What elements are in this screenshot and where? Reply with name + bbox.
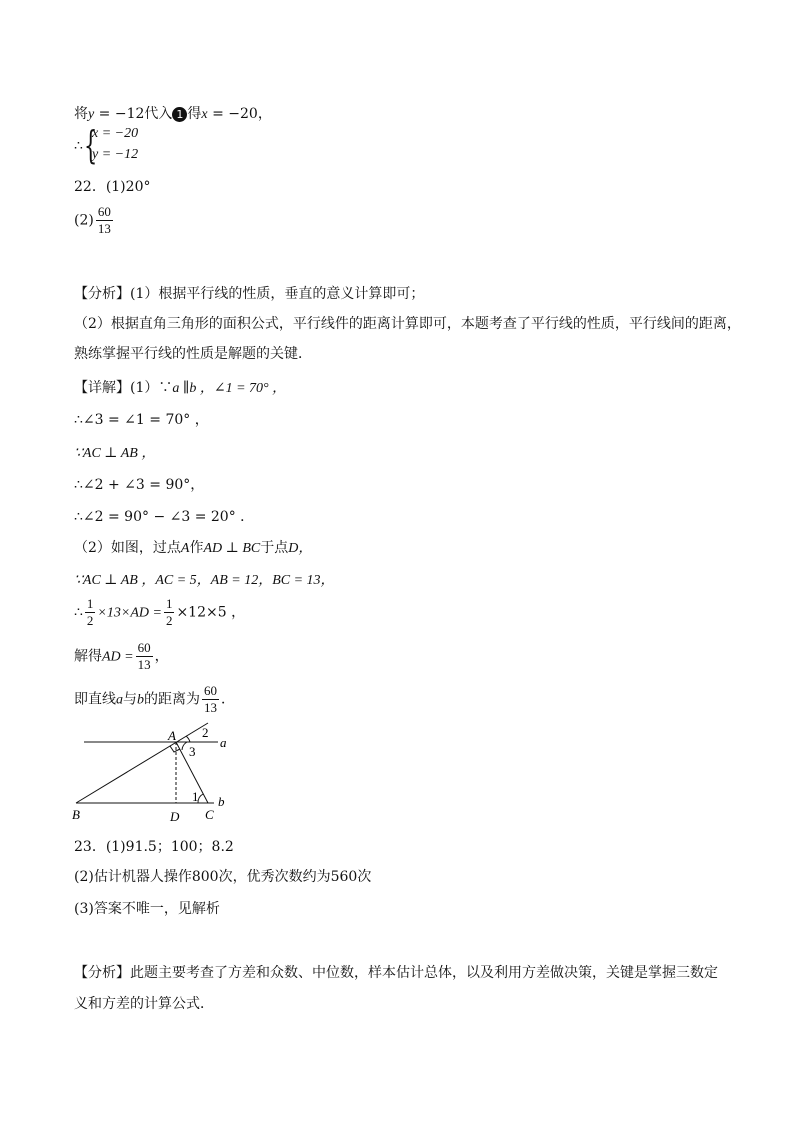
analysis-line-1: 【分析】(1）根据平行线的性质，垂直的意义计算即可； [74,286,425,302]
text-mid: 代入 [144,106,173,122]
q22-ans1: 20° [125,179,151,195]
detail-line-1: 【详解】(1）∵a ∥b ，∠1 = 70° ， [74,380,287,396]
text-tail: ， [257,106,272,122]
label-1: 1 [192,789,199,804]
label-b: b [218,794,225,809]
analysis-line-3: 熟练掌握平行线的性质是解题的关键． [74,346,312,362]
label-a: a [220,735,227,750]
equation-system [74,123,214,167]
left-brace-icon: { [84,123,98,167]
q22-part2-label: (2) [74,212,94,229]
detail-line-8: ∴ $\frac{1}{2}$ ×13×AD = $\frac{1}{2}$ ×12×5 ， [74,596,246,628]
label-A: A [168,728,176,743]
q23-answer-1: 23．(1)91.5；100；8.2 [74,839,234,855]
analysis-line-4: 【分析】此题主要考查了方差和众数、中位数，样本估计总体，以及利用方差做决策，关键是掌握三数定 [74,965,718,981]
analysis-line-5: 义和方差的计算公式． [74,996,214,1012]
value-y: = −12 [94,106,145,122]
value-x: = −20 [207,106,258,122]
var-x: x [201,107,208,122]
detail-line-5: ∴∠2 = 90° − ∠3 = 20° ． [74,509,255,525]
detail-line-9: 解得AD = $\frac{60}{13}$ ， [74,640,169,672]
text-pre: 将 [74,106,88,122]
angle-3-arc [182,742,187,750]
system-row-2: y = −12 [92,147,139,162]
detail-line-10: 即直线a与b的距离为 $\frac{60}{13}$ ． [74,683,235,715]
detail-line-4: ∴∠2 + ∠3 = 90°， [74,477,205,493]
analysis-line-2: （2）根据直角三角形的面积公式，平行线件的距离计算即可，本题考查了平行线的性质，平行线间的距离， [74,316,741,332]
q22-label: 22．(1) [74,179,126,195]
detail-line-6: （2）如图，过点A作AD ⊥ BC于点D， [74,540,313,556]
substitution-line [74,103,272,123]
angle-1-arc [198,794,203,803]
q23-answer-2: (2)估计机器人操作800次，优秀次数约为560次 [74,869,372,885]
var-y: y [88,107,95,122]
detail-line-7: ∵AC ⊥ AB ，AC = 5，AB = 12，BC = 13， [74,573,335,588]
angle-2-arc [186,736,190,742]
label-B: B [72,807,80,822]
q22-fraction: $\frac{60}{13}$ [97,204,111,236]
circled-number-icon: 1 [172,107,187,122]
system-row-1: x = −20 [92,126,139,141]
detail-line-3: ∵AC ⊥ AB ， [74,446,156,461]
label-2: 2 [202,725,209,740]
q22-answer-2 [74,204,115,237]
q23-answer-3: (3)答案不唯一，见解析 [74,901,220,917]
q22-answer-1 [74,176,150,196]
label-D: D [170,809,180,824]
label-3: 3 [189,744,196,759]
detail-line-2: ∴∠3 = ∠1 = 70° ， [74,412,209,428]
therefore-symbol: ∴ [74,138,83,154]
geometry-figure [0,720,794,830]
text-post: 得 [187,106,202,122]
label-C: C [205,807,214,822]
line-ab [76,723,208,803]
